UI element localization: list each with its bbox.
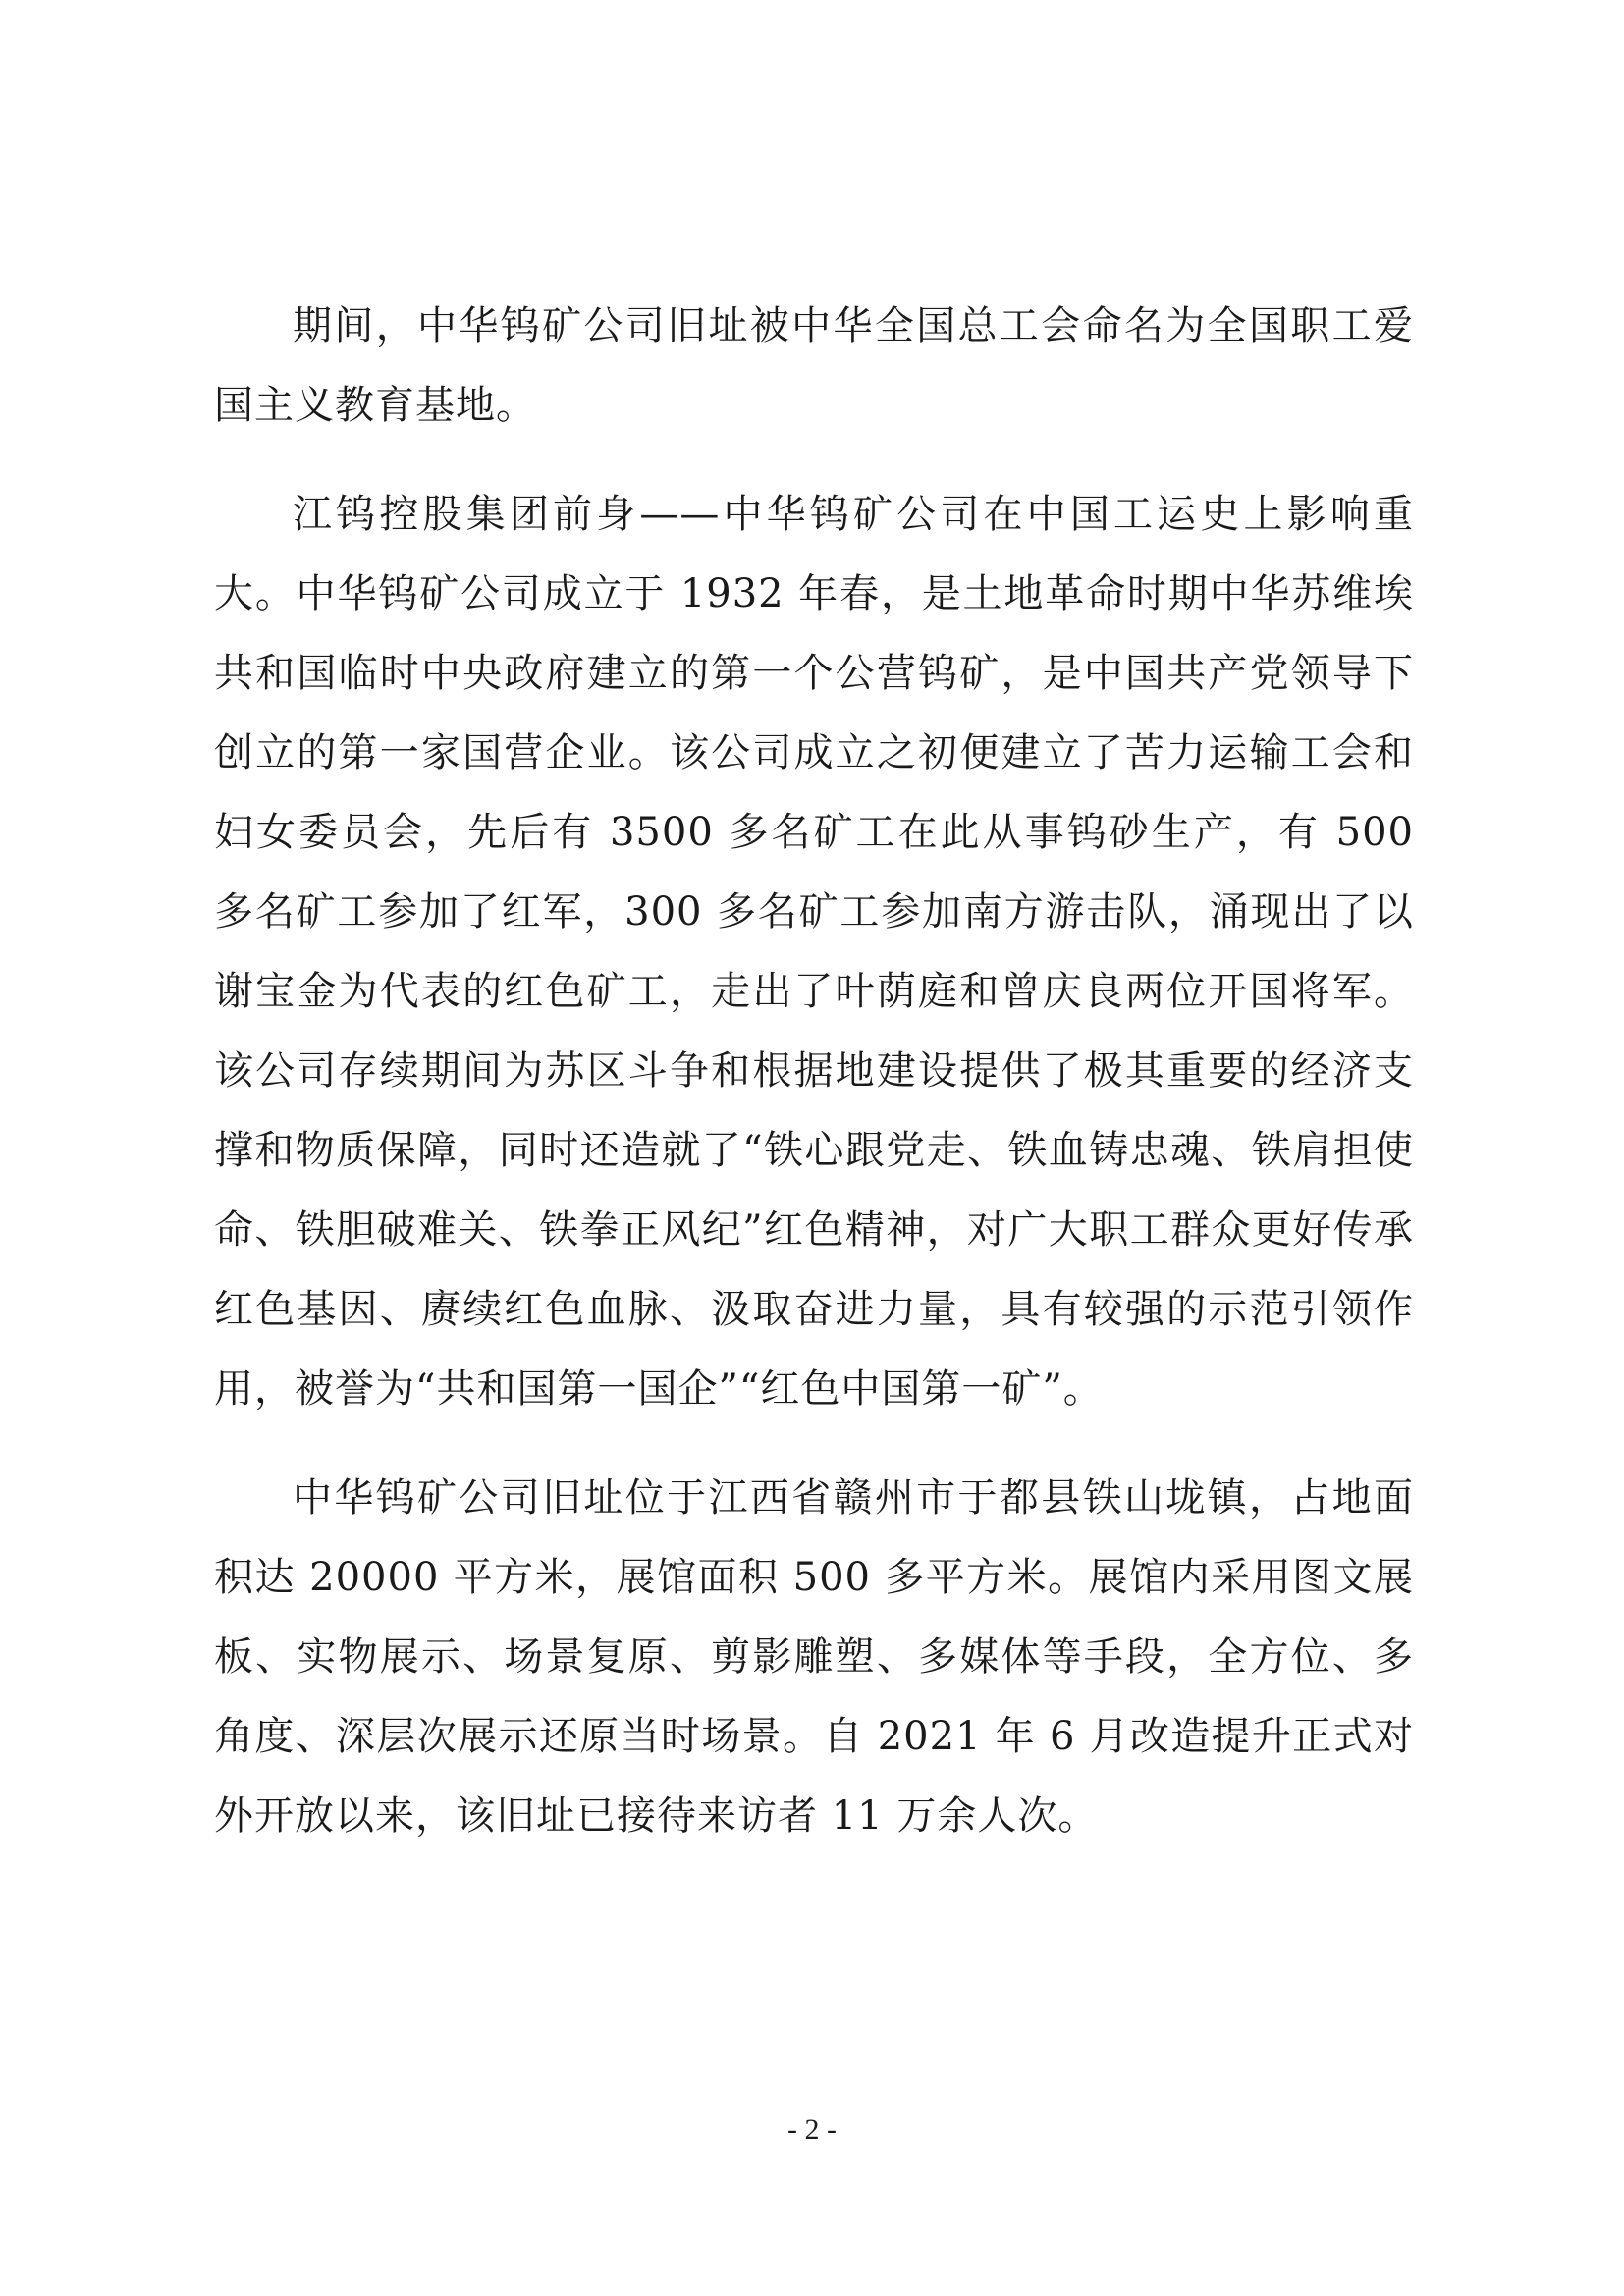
paragraph-2: 江钨控股集团前身——中华钨矿公司在中国工运史上影响重大。中华钨矿公司成立于 1932 年春，是土地革命时期中华苏维埃共和国临时中央政府建立的第一个公营钨矿，是中国共产党领导下创立的第一家国营企业。该公司成立之初便建立了苦力运输工会和妇女委员会，先后有 3500 多名矿工在此从事钨砂生产，有 500 多名矿工参加了红军，300 多名矿工参加南方游击队，涌现出了以谢宝金为代表的红色矿工，走出了叶荫庭和曾庆良两位开国将军。该公司存续期间为苏区斗争和根据地建设提供了极其重要的经济支撑和物质保障，同时还造就了“铁心跟党走、铁血铸忠魂、铁肩担使命、铁胆破难关、铁拳正风纪”红色精神，对广大职工群众更好传承红色基因、赓续红色血脉、汲取奋进力量，具有较强的示范引领作用，被誉为“共和国第一国企”“红色中国第一矿”。	[214, 492, 1414, 1412]
body-text	[214, 287, 1414, 1886]
paragraph-1: 期间，中华钨矿公司旧址被中华全国总工会命名为全国职工爱国主义教育基地。	[214, 303, 1414, 428]
paragraph-3: 中华钨矿公司旧址位于江西省赣州市于都县铁山垅镇，占地面积达 20000 平方米，展馆面积 500 多平方米。展馆内采用图文展板、实物展示、场景复原、剪影雕塑、多媒体等手段，全方位、多角度、深层次展示还原当时场景。自 2021 年 6 月改造提升正式对外开放以来，该旧址已接待来访者 11 万余人次。	[214, 1475, 1414, 1839]
page-number: - 2 -	[787, 2113, 837, 2146]
